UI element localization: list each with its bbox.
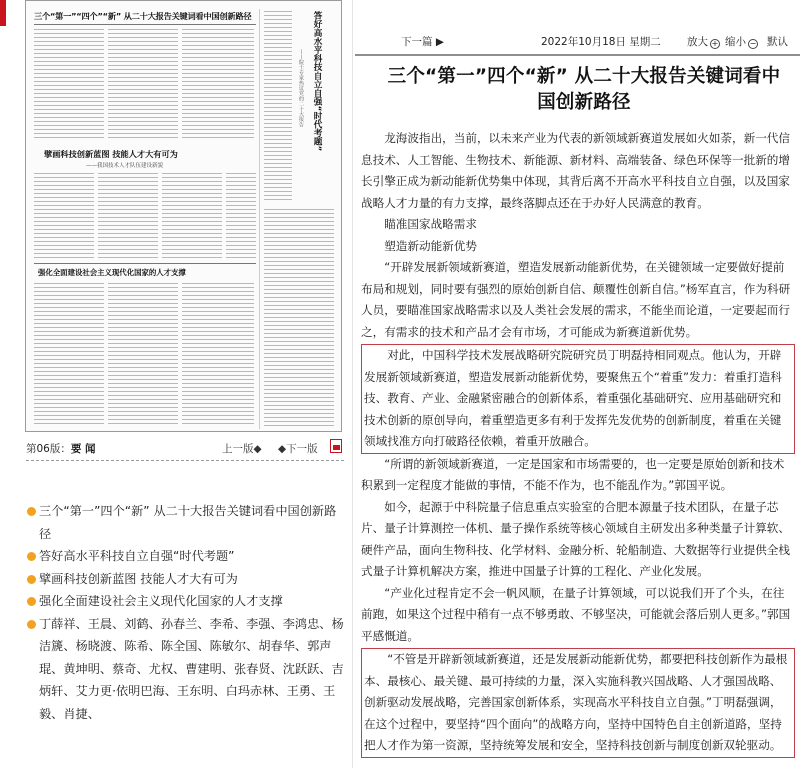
bullet-icon	[27, 507, 36, 516]
prev-page-label: 上一版	[222, 443, 254, 455]
default-size-button[interactable]: 默认	[767, 36, 788, 48]
article-link-text[interactable]: 三个“第一”四个“新” 从二十大报告关键词看中国创新路径	[39, 504, 337, 541]
article-paragraph: “所谓的新领域新赛道，一定是国家和市场需要的，也一定要是原始创新和技术积累到一定程度才能做的事情，不能不作为，也不能乱作为。”郭国平说。	[361, 456, 785, 492]
article-subheading: 瞄准国家战略需求	[384, 217, 477, 231]
article-link-text[interactable]: 擘画科技创新蓝图 技能人才大有可为	[39, 571, 238, 586]
article-panel	[352, 0, 800, 768]
page-number-label: 第06版：	[26, 443, 71, 455]
next-page-label: 下一版	[286, 443, 318, 455]
article-title-line-1: 三个“第一”四个“新” 从二十大报告关键词看中	[387, 66, 781, 87]
thumb-subhead-2: ——我国技术人才队伍建设新貌	[86, 163, 164, 169]
article-paragraph: “开辟发展新领域新赛道，塑造发展新动能新优势，在关键领域一定要做好提前布局和规划，同时要有强烈的原始创新自信、颠覆性创新自信。”杨军直言，作为科研人员，要瞄准国家战略需求以及人类社会发展的需求，不能坐而论道，一定要起而行之，有需求的技术和产品才会有市场，才可能成为新赛道新优势。	[361, 260, 791, 339]
article-body	[361, 128, 795, 758]
thumb-vertical-headline[interactable]: 答好高水平科技自立自强“时代考题”	[312, 11, 322, 152]
page-section-name: 要 闻	[70, 443, 96, 455]
article-paragraph: 如今，起源于中科院量子信息重点实验室的合肥本源量子技术团队，在量子芯片、量子计算测控一体机、量子操作系统等核心领域自主研发出多种类量子计算软、硬件产品，面向生物科技、化学材料、金融分析、轮船制造、大数据等行业提供全栈式量子计算机解决方案，推进中国量子计算的工程化、产业化发展。	[361, 499, 790, 578]
thumb-rule	[34, 263, 256, 264]
zoom-in-button[interactable]	[687, 34, 720, 49]
highlighted-paragraph: 对此，中国科学技术发展战略研究院研究员丁明磊持相同观点。他认为，开辟发展新领域新赛道，塑造发展新动能新优势，要聚焦五个“着重”发力：着重打造科技、教育、产业、金融紧密融合的创新体系，着重强化基础研究、应用基础研究和技术创新的原创导向，着重塑造更多有利于发挥先发优势的创新制度，着重在关键领域找准方向打破路径依赖，着重开放融合。	[361, 344, 795, 454]
thumb-headline-1[interactable]: 三个“第一”“四个”“新” 从二十大报告关键词看中国创新路径	[34, 11, 252, 21]
zoom-out-label: 缩小	[725, 36, 746, 48]
plus-circle-icon: +	[711, 39, 719, 48]
divider	[26, 460, 344, 461]
thumb-rule	[34, 24, 256, 25]
article-title	[367, 64, 800, 116]
bullet-icon	[27, 552, 36, 561]
zoom-out-button[interactable]	[725, 34, 758, 49]
article-link-5[interactable]	[27, 613, 345, 726]
article-link-3[interactable]	[27, 568, 345, 591]
next-article-label: 下一篇	[401, 36, 433, 48]
article-list	[27, 500, 345, 725]
thumb-headline-2[interactable]: 擘画科技创新蓝图 技能人才大有可为	[44, 149, 178, 159]
thumb-text-block[interactable]	[98, 173, 158, 259]
article-paragraph: 龙海波指出，当前，以未来产业为代表的新领域新赛道发展如火如荼，新一代信息技术、人工智能、生物技术、新能源、新材料、高端装备、绿色环保等一批新的增长引擎正成为新动能新优势集中体现，其背后离不开高水平科技自立自强，以及国家战略人才力量的有力支撑，最终落脚点还在于办好人民满意的教育。	[361, 131, 790, 210]
newspaper-page[interactable]	[26, 1, 341, 431]
thumb-text-block[interactable]	[182, 283, 254, 425]
article-title-line-2: 国创新路径	[537, 92, 631, 113]
article-link-text[interactable]: 强化全面建设社会主义现代化国家的人才支撑	[39, 594, 283, 608]
thumb-vertical-sub: ——院士专家热议党的二十大报告	[298, 49, 304, 127]
article-paragraph: “产业化过程肯定不会一帆风顺，在量子计算领域，可以说我们开了个头，在往前跑，如果这个过程中稍有一点不够勇敢、不够坚决，可能就会落后别人更多。”郭国平感慨道。	[361, 585, 791, 643]
thumb-text-block[interactable]	[182, 29, 254, 139]
thumb-text-block[interactable]	[264, 11, 292, 201]
article-link-text[interactable]: 答好高水平科技自立自强“时代考题”	[39, 549, 235, 563]
bullet-icon	[27, 597, 36, 606]
highlighted-paragraph: “不管是开辟新领域新赛道，还是发展新动能新优势，都要把科技创新作为最根本、最核心、最关键、最可持续的力量，深入实施科教兴国战略、人才强国战略、创新驱动发展战略，完善国家创新体系，实现高水平科技自立自强。”丁明磊强调，在这个过程中，要坚持“四个面向”的战略方向，坚持中国特色自主创新道路，坚持把人才作为第一资源，坚持统筹发展和安全，坚持科技创新与制度创新双轮驱动。	[361, 648, 795, 758]
thumb-text-block[interactable]	[162, 173, 222, 259]
newspaper-page-thumbnail[interactable]	[25, 0, 342, 432]
zoom-in-label: 放大	[687, 36, 708, 48]
thumb-text-block[interactable]	[264, 209, 334, 429]
bullet-icon	[27, 575, 36, 584]
article-link-2[interactable]	[27, 545, 345, 568]
thumb-headline-3[interactable]: 强化全面建设社会主义现代化国家的人才支撑	[38, 268, 186, 277]
article-subheading: 塑造新动能新优势	[384, 238, 477, 253]
thumb-text-block[interactable]	[226, 173, 256, 259]
pdf-icon[interactable]	[330, 439, 342, 453]
thumb-text-block[interactable]	[34, 173, 94, 259]
thumb-text-block[interactable]	[108, 283, 178, 425]
article-link-4[interactable]	[27, 590, 345, 613]
left-panel	[0, 0, 352, 768]
page-label	[26, 441, 96, 456]
article-link-1[interactable]	[27, 500, 345, 545]
thumb-col-sep	[259, 9, 260, 429]
prev-page-link[interactable]: 上一版◆	[222, 443, 262, 455]
article-link-text[interactable]: 丁薛祥、王晨、刘鹤、孙春兰、李希、李强、李鸿忠、杨洁篪、杨晓渡、陈希、陈全国、陈敏尔、胡春华、郭声琨、黄坤明、蔡奇、尤权、曹建明、张春贤、沈跃跃、吉炳轩、艾力更·依明巴海、王东明、白玛赤林、王勇、王毅、肖捷、	[39, 616, 344, 721]
article-toolbar	[353, 30, 800, 52]
red-strip	[0, 0, 6, 26]
next-page-link[interactable]: ◆下一版	[278, 443, 318, 455]
thumb-text-block[interactable]	[108, 29, 178, 139]
next-article-link[interactable]: 下一篇 ▶	[401, 36, 444, 48]
publish-date: 2022年10月18日 星期二	[541, 36, 661, 48]
toolbar-rule	[355, 54, 800, 56]
bullet-icon	[27, 620, 36, 629]
minus-circle-icon: −	[749, 39, 757, 48]
thumb-text-block[interactable]	[34, 29, 104, 139]
thumb-text-block[interactable]	[34, 283, 104, 425]
